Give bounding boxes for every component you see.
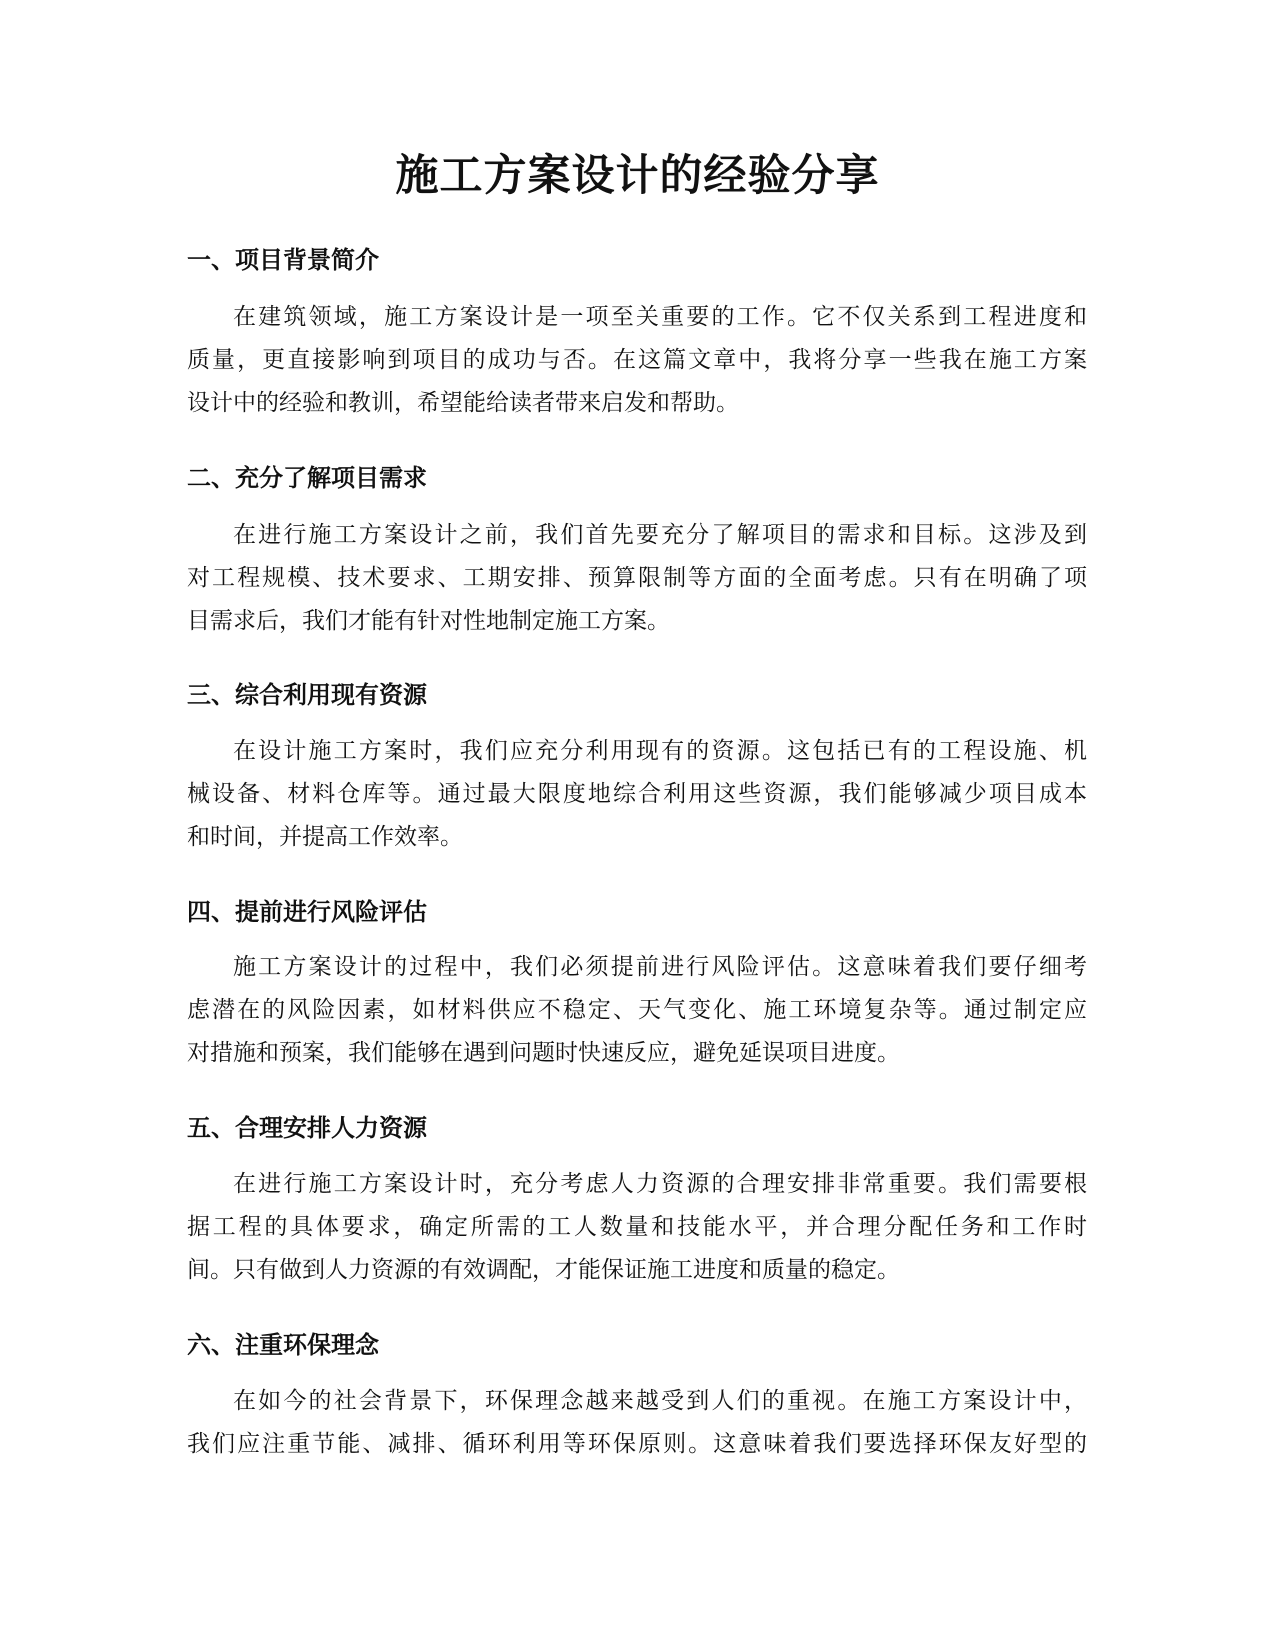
- section-body-3: [187, 730, 1087, 859]
- paragraph-line: 在设计施工方案时，我们应充分利用现有的资源。这包括已有的工程设施、机: [233, 738, 1087, 764]
- paragraph-line: 质量，更直接影响到项目的成功与否。在这篇文章中，我将分享一些我在施工方案: [187, 347, 1087, 373]
- paragraph-line: 对工程规模、技术要求、工期安排、预算限制等方面的全面考虑。只有在明确了项: [187, 565, 1087, 591]
- section-body-2: [187, 514, 1087, 643]
- paragraph-line: 械设备、材料仓库等。通过最大限度地综合利用这些资源，我们能够减少项目成本: [187, 781, 1087, 807]
- section-heading-4: 四、提前进行风险评估: [187, 898, 427, 926]
- paragraph-line: 在进行施工方案设计之前，我们首先要充分了解项目的需求和目标。这涉及到: [233, 522, 1087, 548]
- paragraph-line: 施工方案设计的过程中，我们必须提前进行风险评估。这意味着我们要仔细考: [233, 954, 1087, 980]
- section-heading-2: 二、充分了解项目需求: [187, 464, 427, 492]
- section-body-6: [187, 1380, 1087, 1466]
- section-heading-3: 三、综合利用现有资源: [187, 681, 427, 709]
- paragraph-line: 在如今的社会背景下，环保理念越来越受到人们的重视。在施工方案设计中，: [233, 1388, 1087, 1414]
- section-heading-6: 六、注重环保理念: [187, 1331, 379, 1359]
- paragraph-line: 据工程的具体要求，确定所需的工人数量和技能水平，并合理分配任务和工作时: [187, 1214, 1087, 1240]
- document-title: 施工方案设计的经验分享: [395, 151, 880, 201]
- paragraph-line: 和时间，并提高工作效率。: [187, 824, 463, 850]
- paragraph-line: 在建筑领域，施工方案设计是一项至关重要的工作。它不仅关系到工程进度和: [233, 304, 1087, 330]
- section-heading-1: 一、项目背景简介: [187, 246, 379, 274]
- paragraph-line: 设计中的经验和教训，希望能给读者带来启发和帮助。: [187, 390, 739, 416]
- paragraph-line: 间。只有做到人力资源的有效调配，才能保证施工进度和质量的稳定。: [187, 1257, 900, 1283]
- paragraph-line: 我们应注重节能、减排、循环利用等环保原则。这意味着我们要选择环保友好型的: [187, 1431, 1087, 1457]
- section-body-1: [187, 296, 1087, 425]
- section-body-5: [187, 1163, 1087, 1292]
- paragraph-line: 虑潜在的风险因素，如材料供应不稳定、天气变化、施工环境复杂等。通过制定应: [187, 997, 1087, 1023]
- paragraph-line: 目需求后，我们才能有针对性地制定施工方案。: [187, 608, 670, 634]
- section-heading-5: 五、合理安排人力资源: [187, 1114, 427, 1142]
- section-body-4: [187, 946, 1087, 1075]
- paragraph-line: 在进行施工方案设计时，充分考虑人力资源的合理安排非常重要。我们需要根: [233, 1171, 1087, 1197]
- paragraph-line: 对措施和预案，我们能够在遇到问题时快速反应，避免延误项目进度。: [187, 1040, 900, 1066]
